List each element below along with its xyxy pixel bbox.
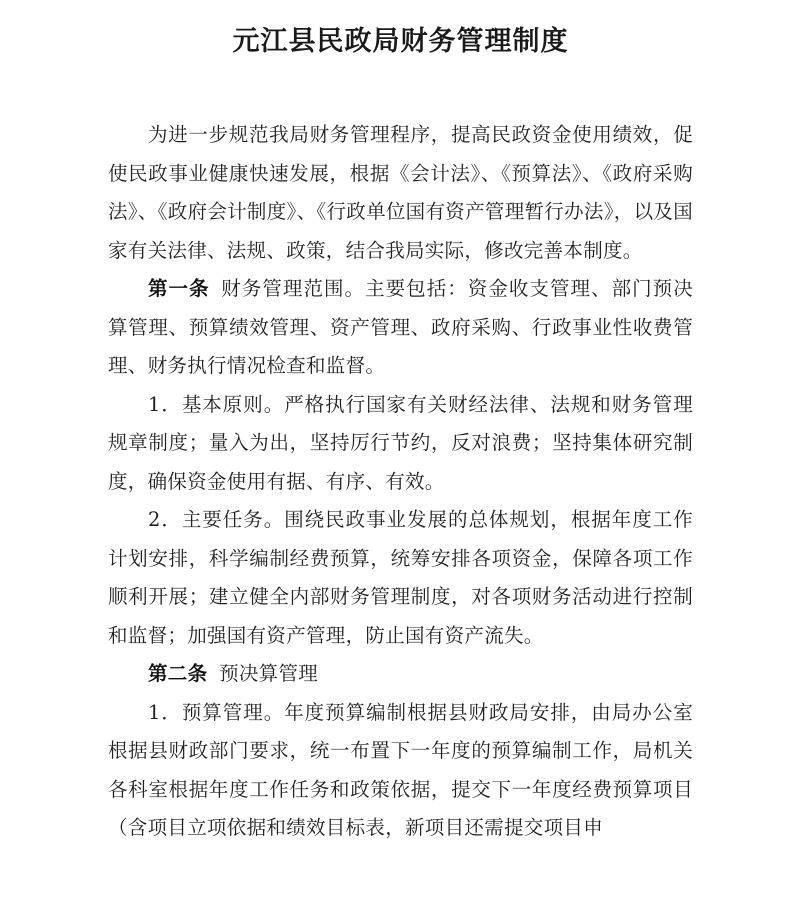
paragraph-basic-principles xyxy=(108,386,693,502)
paragraph-text: 2．主要任务。围绕民政事业发展的总体规划，根据年度工作计划安排，科学编制经费预算，统筹安排各项资金，保障各项工作顺利开展；建立健全内部财务管理制度，对各项财务活动进行控制和监督；加强国有资产管理，防止国有资产流失。 xyxy=(108,508,693,647)
paragraph-text: 财务管理范围。主要包括：资金收支管理、部门预决算管理、预算绩效管理、资产管理、政府采购、行政事业性收费管理、财务执行情况检查和监督。 xyxy=(108,277,693,377)
paragraph-text: 1．预算管理。年度预算编制根据县财政局安排，由局办公室根据县财政部门要求，统一布置下一年度的预算编制工作，局机关各科室根据年度工作任务和政策依据，提交下一年度经费预算项目（含项目立项依据和绩效目标表，新项目还需提交项目申 xyxy=(108,700,693,839)
paragraph-text: 预决算管理 xyxy=(219,662,319,685)
document-body xyxy=(108,116,693,848)
paragraph-intro xyxy=(108,116,693,270)
paragraph-text: 为进一步规范我局财务管理程序，提高民政资金使用绩效，促使民政事业健康快速发展，根据《会计法》、《预算法》、《政府采购法》、《政府会计制度》、《行政单位国有资产管理暂行办法》，以及国家有关法律、法规、政策，结合我局实际，修改完善本制度。 xyxy=(108,123,693,262)
document-title: 元江县民政局财务管理制度 xyxy=(232,26,569,57)
paragraph-main-tasks xyxy=(108,501,693,655)
paragraph-budget-management xyxy=(108,694,693,848)
article-heading: 第一条 xyxy=(147,277,210,300)
paragraph-article-1 xyxy=(108,270,693,386)
article-heading: 第二条 xyxy=(147,662,208,685)
paragraph-text: 1．基本原则。严格执行国家有关财经法律、法规和财务管理规章制度；量入为出，坚持厉行节约，反对浪费；坚持集体研究制度，确保资金使用有据、有序、有效。 xyxy=(108,392,693,493)
paragraph-article-2 xyxy=(108,655,693,694)
